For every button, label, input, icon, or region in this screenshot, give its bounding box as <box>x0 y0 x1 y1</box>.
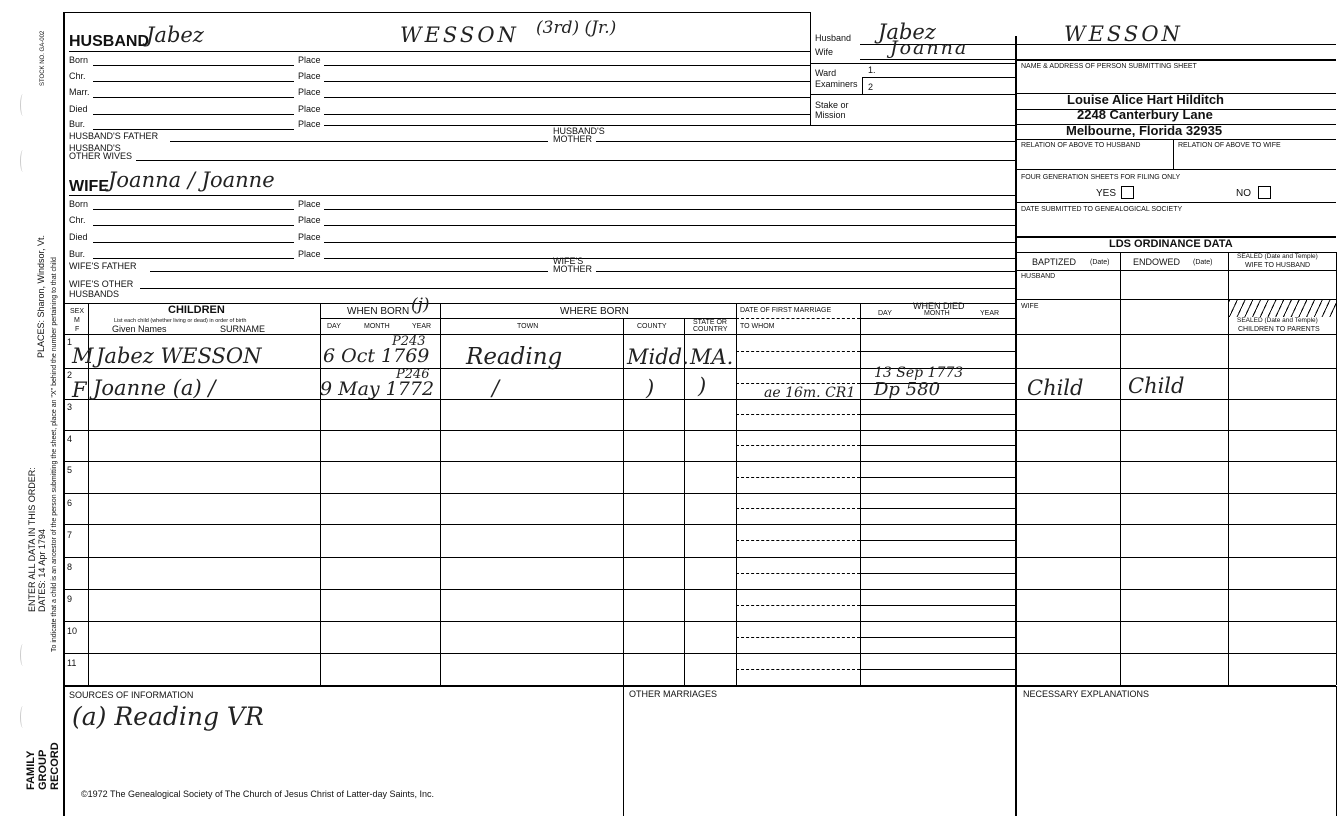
field-line <box>324 65 810 66</box>
husband-marr-label: Marr. <box>69 87 90 97</box>
children-header: CHILDREN <box>168 304 225 316</box>
row-number: 4 <box>67 434 73 444</box>
when-born-header: WHEN BORN <box>347 306 410 317</box>
row-number: 2 <box>67 370 73 380</box>
yes-checkbox[interactable] <box>1121 186 1134 199</box>
row-line <box>63 621 860 622</box>
child-1-name: Jabez WESSON <box>96 344 262 368</box>
row-line <box>63 493 860 494</box>
where-born-header: WHERE BORN <box>560 306 629 317</box>
child-2-died-ref: Dp 580 <box>874 379 941 400</box>
row-line <box>63 524 860 525</box>
lds-row-line <box>1015 493 1336 494</box>
wife-bur-place-label: Place <box>298 249 321 259</box>
field-line <box>324 81 810 82</box>
died-line <box>860 445 1015 446</box>
row-number: 1 <box>67 337 73 347</box>
lds-row-line <box>1015 589 1336 590</box>
field-line <box>93 225 294 226</box>
sex-f-header: F <box>75 326 80 333</box>
born-day-header: DAY <box>327 323 341 330</box>
examiner-2: 2 <box>868 82 874 92</box>
husband-marr-place-label: Place <box>298 87 321 97</box>
husband-mother-label-2: MOTHER <box>553 134 592 144</box>
field-line <box>324 242 1015 243</box>
date-submitted-label: DATE SUBMITTED TO GENEALOGICAL SOCIETY <box>1021 206 1183 213</box>
row-number: 6 <box>67 498 73 508</box>
husband-label: HUSBAND <box>69 33 149 50</box>
row-line <box>63 589 860 590</box>
row-line <box>63 461 860 462</box>
state-header-2: COUNTRY <box>693 326 728 333</box>
field-line <box>324 125 1015 126</box>
submitter-name: Louise Alice Hart Hilditch <box>1067 92 1224 107</box>
column-line <box>860 303 861 686</box>
row-line <box>63 653 860 654</box>
marriage-dash <box>736 477 860 478</box>
child-2-sex: F <box>72 378 87 402</box>
died-line <box>860 351 1015 352</box>
row-number: 11 <box>67 658 77 668</box>
lds-row-line <box>1015 621 1336 622</box>
row-line <box>63 334 1015 335</box>
no-label: NO <box>1236 188 1251 199</box>
top-border-left <box>63 12 810 13</box>
column-line <box>623 318 624 686</box>
stake-label-1: Stake or <box>815 100 849 110</box>
child-2-born: 9 May 1772 <box>320 378 435 400</box>
husband-bur-label: Bur. <box>69 119 86 129</box>
wife-died-label: Died <box>69 232 88 242</box>
stake-label-2: Mission <box>815 110 846 120</box>
form-title-3: RECORD <box>49 742 61 790</box>
husband-surname: WESSON <box>400 23 519 47</box>
state-header-1: STATE OR <box>693 319 727 326</box>
row-number: 7 <box>67 530 73 540</box>
wife-other-husbands-label-1: WIFE'S OTHER <box>69 279 134 289</box>
row-number: 3 <box>67 402 73 412</box>
column-line <box>320 303 321 686</box>
husband-bur-place-label: Place <box>298 119 321 129</box>
died-line <box>860 508 1015 509</box>
lds-row-line <box>1015 368 1336 369</box>
first-marriage-header: DATE OF FIRST MARRIAGE <box>740 307 832 314</box>
endowed-date-header: (Date) <box>1193 259 1213 266</box>
examiner-1: 1. <box>868 65 876 75</box>
field-line <box>1015 169 1336 170</box>
relation-husband-label: RELATION OF ABOVE TO HUSBAND <box>1021 142 1141 149</box>
wife-died-place-label: Place <box>298 232 321 242</box>
husband-born-label: Born <box>69 55 89 65</box>
field-line <box>140 288 1015 289</box>
born-month-header: MONTH <box>364 323 390 330</box>
yes-label: YES <box>1096 188 1117 199</box>
examiners-divider <box>862 77 863 94</box>
right-husband-surname: WESSON <box>1064 22 1183 46</box>
marriage-dash <box>736 414 860 415</box>
stock-number: STOCK NO. GA-002 <box>40 30 46 86</box>
field-line <box>150 271 548 272</box>
lds-right-border <box>1336 252 1337 685</box>
sources-label: SOURCES OF INFORMATION <box>69 690 194 700</box>
sex-header: SEX <box>70 308 85 315</box>
husband-other-wives-label-1: HUSBAND'S <box>69 143 121 153</box>
child-2-state: ) <box>698 374 707 398</box>
baptized-header: BAPTIZED <box>1032 257 1077 267</box>
right-husband-given: Jabez <box>878 20 936 44</box>
children-list-note: List each child (whether living or dead) in order of birth <box>114 318 247 324</box>
punch-hole-mark <box>20 644 26 666</box>
four-gen-label: FOUR GENERATION SHEETS FOR FILING ONLY <box>1021 174 1181 181</box>
child-2-born-note: P246 <box>396 367 430 382</box>
field-line <box>93 258 294 259</box>
wife-name-line <box>69 195 1015 196</box>
lds-header: LDS ORDINANCE DATA <box>1109 238 1233 250</box>
marriage-dash <box>736 508 860 509</box>
wife-mother-label-2: MOTHER <box>553 264 592 274</box>
row-line <box>63 430 860 431</box>
died-month-header: MONTH <box>924 310 950 317</box>
punch-hole-mark <box>20 706 26 728</box>
row-number: 10 <box>67 626 78 636</box>
marriage-dash <box>736 445 860 446</box>
sealed-header-2: WIFE TO HUSBAND <box>1245 262 1311 269</box>
to-whom-header: TO WHOM <box>740 323 775 330</box>
child-2-county: ) <box>646 376 655 400</box>
given-names-header: Given Names <box>112 324 167 334</box>
field-line <box>324 258 1015 259</box>
child-1-born-note: P243 <box>392 334 426 349</box>
born-year-header: YEAR <box>412 323 432 330</box>
submitter-street: 2248 Canterbury Lane <box>1077 107 1213 122</box>
field-line <box>93 114 294 115</box>
lds-husband-row: HUSBAND <box>1021 273 1056 280</box>
field-line <box>324 225 1015 226</box>
row-line <box>63 368 860 369</box>
sealed-hatch <box>1229 300 1336 317</box>
column-line <box>684 318 685 686</box>
died-line <box>860 637 1015 638</box>
header-dash <box>736 318 860 319</box>
field-line <box>1015 202 1336 203</box>
field-line <box>136 160 1015 161</box>
lds-row-line <box>1015 524 1336 525</box>
child-1-sex: M <box>72 344 94 368</box>
wife-mother-label-1: WIFE'S <box>553 256 584 266</box>
examiners-label: Examiners <box>815 79 858 89</box>
died-line <box>860 430 1015 431</box>
wife-father-label: WIFE'S FATHER <box>69 261 137 271</box>
lds-row-line <box>1015 557 1336 558</box>
marriage-dash <box>736 573 860 574</box>
header-subline <box>860 318 1015 319</box>
right-wife-label: Wife <box>815 47 833 57</box>
child-1-state: MA. <box>690 345 734 369</box>
left-border <box>63 12 65 816</box>
instruction-text: To indicate that a child is an ancestor of the person submitting the sheet, place an "X" behind the number pertaining to that child <box>51 257 58 652</box>
died-line <box>860 589 1015 590</box>
field-line <box>596 141 1015 142</box>
wife-given-name: Joanna / Joanne <box>108 168 275 192</box>
field-line <box>93 97 294 98</box>
wife-label: WIFE <box>69 178 109 195</box>
husband-name-line <box>69 51 810 52</box>
submitter-label: NAME & ADDRESS OF PERSON SUBMITTING SHEET <box>1021 63 1197 70</box>
died-year-header: YEAR <box>980 310 1000 317</box>
died-line <box>860 493 1015 494</box>
field-line <box>810 94 1015 95</box>
row-number: 8 <box>67 562 73 572</box>
ward-label: Ward <box>815 68 837 78</box>
lds-wife-row: WIFE <box>1021 303 1039 310</box>
child-2-name: Joanne (a) / <box>93 376 216 400</box>
field-line <box>324 209 1015 210</box>
field-line <box>1015 270 1336 271</box>
field-line <box>810 63 1015 64</box>
sealed-children-1: SEALED (Date and Temple) <box>1237 317 1318 324</box>
row-number: 9 <box>67 594 73 604</box>
died-line <box>860 524 1015 525</box>
husband-died-label: Died <box>69 104 88 114</box>
right-wife-given: Joanna <box>890 37 969 59</box>
lds-row-line <box>1015 461 1336 462</box>
other-marriages-label: OTHER MARRIAGES <box>629 689 718 699</box>
copyright: ©1972 The Genealogical Society of The Church of Jesus Christ of Latter-day Saints, Inc. <box>81 789 434 799</box>
field-line <box>93 209 294 210</box>
dates-order: DATES: 14 Apr 1794 <box>37 529 47 612</box>
marriage-dash <box>736 351 860 352</box>
punch-hole-mark <box>20 94 26 116</box>
wife-chr-label: Chr. <box>69 215 86 225</box>
field-line <box>596 271 1015 272</box>
relation-wife-label: RELATION OF ABOVE TO WIFE <box>1178 142 1281 149</box>
marriage-dash <box>736 605 860 606</box>
endowed-header: ENDOWED <box>1133 257 1180 267</box>
right-column-divider <box>1015 36 1017 816</box>
sealed-header-1: SEALED (Date and Temple) <box>1237 253 1318 260</box>
field-line <box>170 141 548 142</box>
column-line <box>440 303 441 686</box>
surname-header: SURNAME <box>220 324 266 334</box>
field-line <box>93 65 294 66</box>
child-2-town: / <box>492 376 500 400</box>
husband-chr-label: Chr. <box>69 71 86 81</box>
died-line <box>860 653 1015 654</box>
husband-suffix: (3rd) (Jr.) <box>536 18 617 38</box>
child-2-marriage: ae 16m. CR1 <box>764 385 856 401</box>
other-marriages-divider <box>623 686 624 816</box>
died-line <box>860 557 1015 558</box>
died-line <box>860 573 1015 574</box>
child-2-endowed: Child <box>1128 374 1185 398</box>
field-line <box>93 81 294 82</box>
punch-hole-mark <box>20 150 26 172</box>
child-2-baptized: Child <box>1027 376 1084 400</box>
wife-bur-label: Bur. <box>69 249 86 259</box>
husband-father-label: HUSBAND'S FATHER <box>69 131 159 141</box>
field-line <box>324 114 810 115</box>
places-order: PLACES: Sharon, Windsor, Vt. <box>36 234 46 358</box>
died-line <box>860 477 1015 478</box>
when-born-mark: (j) <box>411 295 430 315</box>
lds-row-line <box>1015 430 1336 431</box>
died-line <box>860 621 1015 622</box>
husband-born-place-label: Place <box>298 55 321 65</box>
husband-other-wives-label-2: OTHER WIVES <box>69 151 133 161</box>
field-line <box>862 77 1015 78</box>
wife-other-husbands-label-2: HUSBANDS <box>69 289 120 299</box>
husband-chr-place-label: Place <box>298 71 321 81</box>
children-bottom-line <box>63 685 1336 687</box>
baptized-date-header: (Date) <box>1090 259 1110 266</box>
husband-died-place-label: Place <box>298 104 321 114</box>
form-title-1: FAMILY <box>25 750 37 790</box>
wife-born-place-label: Place <box>298 199 321 209</box>
lds-row-line <box>1015 653 1336 654</box>
died-line <box>860 414 1015 415</box>
relation-divider <box>1173 139 1174 169</box>
submitter-city: Melbourne, Florida 32935 <box>1066 123 1223 138</box>
child-1-born: 6 Oct 1769 <box>323 345 430 367</box>
column-line <box>736 303 737 686</box>
no-checkbox[interactable] <box>1258 186 1271 199</box>
field-line <box>93 242 294 243</box>
enter-all-data: ENTER ALL DATA IN THIS ORDER: <box>27 467 37 612</box>
child-1-town: Reading <box>466 344 563 370</box>
died-line <box>860 669 1015 670</box>
town-header: TOWN <box>517 323 539 330</box>
county-header: COUNTY <box>637 323 667 330</box>
field-line <box>1015 334 1336 335</box>
marriage-dash <box>736 637 860 638</box>
died-line <box>860 461 1015 462</box>
header-subline <box>440 318 736 319</box>
field-line <box>1015 139 1336 140</box>
sources-text: (a) Reading VR <box>72 702 264 731</box>
husband-given-name: Jabez <box>146 23 204 47</box>
marriage-dash <box>736 383 860 384</box>
died-day-header: DAY <box>878 310 892 317</box>
died-line <box>860 605 1015 606</box>
field-line <box>324 97 810 98</box>
form-title-2: GROUP <box>37 749 49 790</box>
right-husband-label: Husband <box>815 33 852 43</box>
necessary-explanations-label: NECESSARY EXPLANATIONS <box>1023 689 1150 699</box>
field-line <box>93 129 294 130</box>
row-number: 5 <box>67 465 73 475</box>
sex-m-header: M <box>74 317 80 324</box>
header-subline <box>320 318 440 319</box>
marriage-dash <box>736 669 860 670</box>
right-border-bottom <box>1336 686 1337 816</box>
wife-chr-place-label: Place <box>298 215 321 225</box>
field-line <box>1015 60 1336 61</box>
died-line <box>860 540 1015 541</box>
right-panel-divider <box>810 12 811 125</box>
wife-born-label: Born <box>69 199 89 209</box>
when-died-header: WHEN DIED <box>913 301 965 311</box>
child-2-died: 13 Sep 1773 <box>874 365 964 381</box>
child-1-county: Midd. <box>627 345 689 369</box>
sealed-children-2: CHILDREN TO PARENTS <box>1238 326 1320 333</box>
row-line <box>63 557 860 558</box>
marriage-dash <box>736 540 860 541</box>
husband-mother-label-1: HUSBAND'S <box>553 126 605 136</box>
